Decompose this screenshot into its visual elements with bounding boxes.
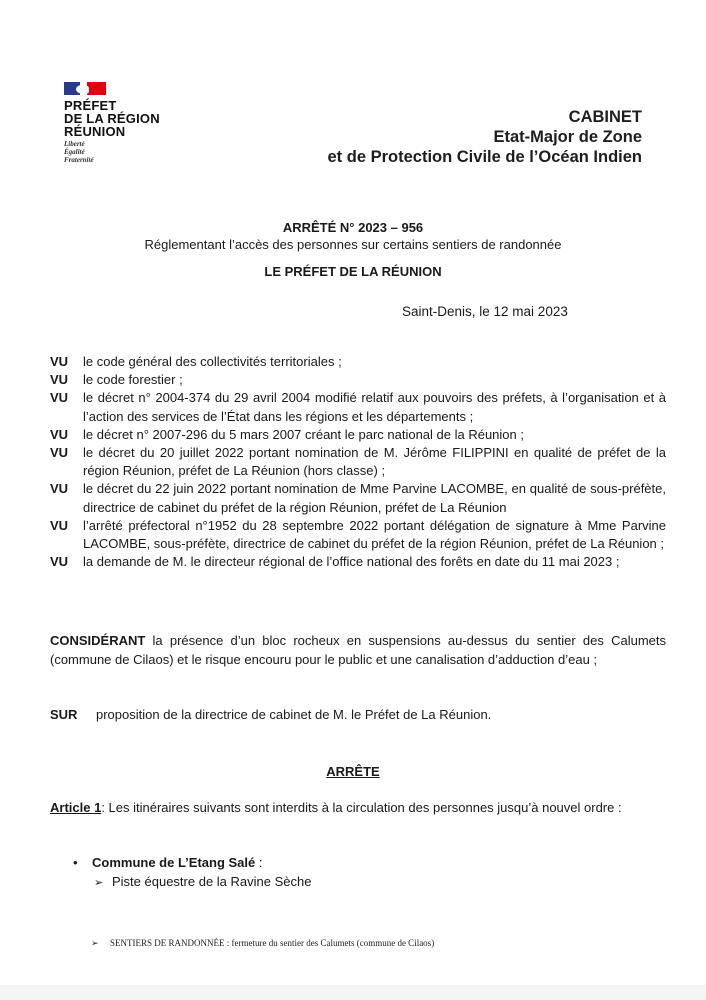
office-cabinet: CABINET <box>568 108 642 126</box>
motto-line: Liberté <box>64 140 85 148</box>
vu-label: VU <box>50 481 69 497</box>
vu-item <box>50 517 666 553</box>
prefecture-logo <box>64 82 160 164</box>
vu-label: VU <box>50 354 69 369</box>
footer-text: SENTIERS DE RANDONNÉE : fermeture du sentier des Calumets (commune de Cilaos) <box>110 938 435 948</box>
vu-item <box>50 371 666 389</box>
sur-text: proposition de la directrice de cabinet de M. le Préfet de La Réunion. <box>96 707 492 722</box>
article-1-label: Article 1 <box>50 800 102 815</box>
logo-line: DE LA RÉGION <box>64 111 160 126</box>
place-date: Saint-Denis, le 12 mai 2023 <box>402 304 568 319</box>
vu-item <box>50 353 666 371</box>
vu-item <box>50 480 666 516</box>
sur-paragraph <box>50 707 491 722</box>
commune-name: Commune de L’Etang Salé <box>92 855 256 870</box>
route-item <box>94 874 311 889</box>
commune-item <box>73 855 263 870</box>
considerant-paragraph <box>50 631 666 669</box>
vu-label: VU <box>50 554 69 570</box>
vu-label: VU <box>50 445 69 461</box>
vu-text: le décret n° 2004-374 du 29 avril 2004 modifié relatif aux pouvoirs des préfets, à l’organisation et à l’action des services de l’État dans les régions et les départements ; <box>83 390 666 424</box>
vu-text: le code général des collectivités territoriales ; <box>83 354 342 369</box>
vu-text: l’arrêté préfectoral n°1952 du 28 septembre 2022 portant délégation de signature à Mme Parvine LACOMBE, sous-préfète, directrice de cabinet du préfet de la région Réunion, préfet de La Réunion ; <box>83 517 666 552</box>
logo-line: PRÉFET <box>64 98 117 113</box>
vu-text: le code forestier ; <box>83 372 183 388</box>
vu-text: le décret du 22 juin 2022 portant nomination de Mme Parvine LACOMBE, en qualité de sous-préfète, directrice de cabinet du préfet de la région Réunion, préfet de La Réunion <box>83 481 666 515</box>
vu-item <box>50 444 666 480</box>
bullet-icon: • <box>73 855 78 870</box>
vu-item <box>50 426 666 444</box>
vu-text: le décret n° 2007-296 du 5 mars 2007 créant le parc national de la Réunion ; <box>83 426 524 442</box>
arrow-bullet-icon: ➢ <box>91 938 99 948</box>
arrow-bullet-icon: ➢ <box>94 877 104 889</box>
motto-line: Fraternité <box>64 156 94 164</box>
vu-item <box>50 389 666 425</box>
office-line-3: et de Protection Civile de l’Océan Indien <box>327 148 642 166</box>
office-line-2: Etat-Major de Zone <box>493 128 642 146</box>
vu-text: la demande de M. le directeur régional de l’office national des forêts en date du 11 mai 2023 ; <box>83 554 620 570</box>
vu-label: VU <box>50 517 69 533</box>
marianne-flag-icon <box>64 82 106 96</box>
considerant-text: la présence d’un bloc rocheux en suspensions au-dessus du sentier des Calumets (commune de Cilaos) et le risque encouru pour le public et une canalisation d’adduction d’eau ; <box>50 633 666 667</box>
arrete-heading: ARRÊTE <box>326 764 380 779</box>
page-footer <box>91 938 434 949</box>
motto-line: Égalité <box>64 148 85 156</box>
article-1 <box>50 798 666 818</box>
vu-label: VU <box>50 372 69 388</box>
vu-text: le décret du 20 juillet 2022 portant nomination de M. Jérôme FILIPPINI en qualité de préfet de la région Réunion, préfet de La Réunion (hors classe) ; <box>83 445 666 479</box>
vu-list <box>50 353 666 571</box>
motto <box>64 140 160 164</box>
page-edge <box>0 985 706 1000</box>
logo-line: RÉUNION <box>64 124 126 139</box>
issuing-office <box>328 107 643 167</box>
considerant-label: CONSIDÉRANT <box>50 633 146 648</box>
decree-number: ARRÊTÉ N° 2023 – 956 <box>282 220 424 235</box>
decree-authority: LE PRÉFET DE LA RÉUNION <box>264 264 442 279</box>
article-1-text: : Les itinéraires suivants sont interdits à la circulation des personnes jusqu’à nouvel ordre : <box>101 800 622 815</box>
sur-label: SUR <box>50 707 78 722</box>
route-name: Piste équestre de la Ravine Sèche <box>112 874 312 889</box>
vu-item <box>50 553 666 571</box>
vu-label: VU <box>50 390 69 406</box>
decree-subject: Réglementant l’accès des personnes sur certains sentiers de randonnée <box>144 237 562 252</box>
commune-suffix: : <box>255 855 263 870</box>
vu-label: VU <box>50 426 69 442</box>
